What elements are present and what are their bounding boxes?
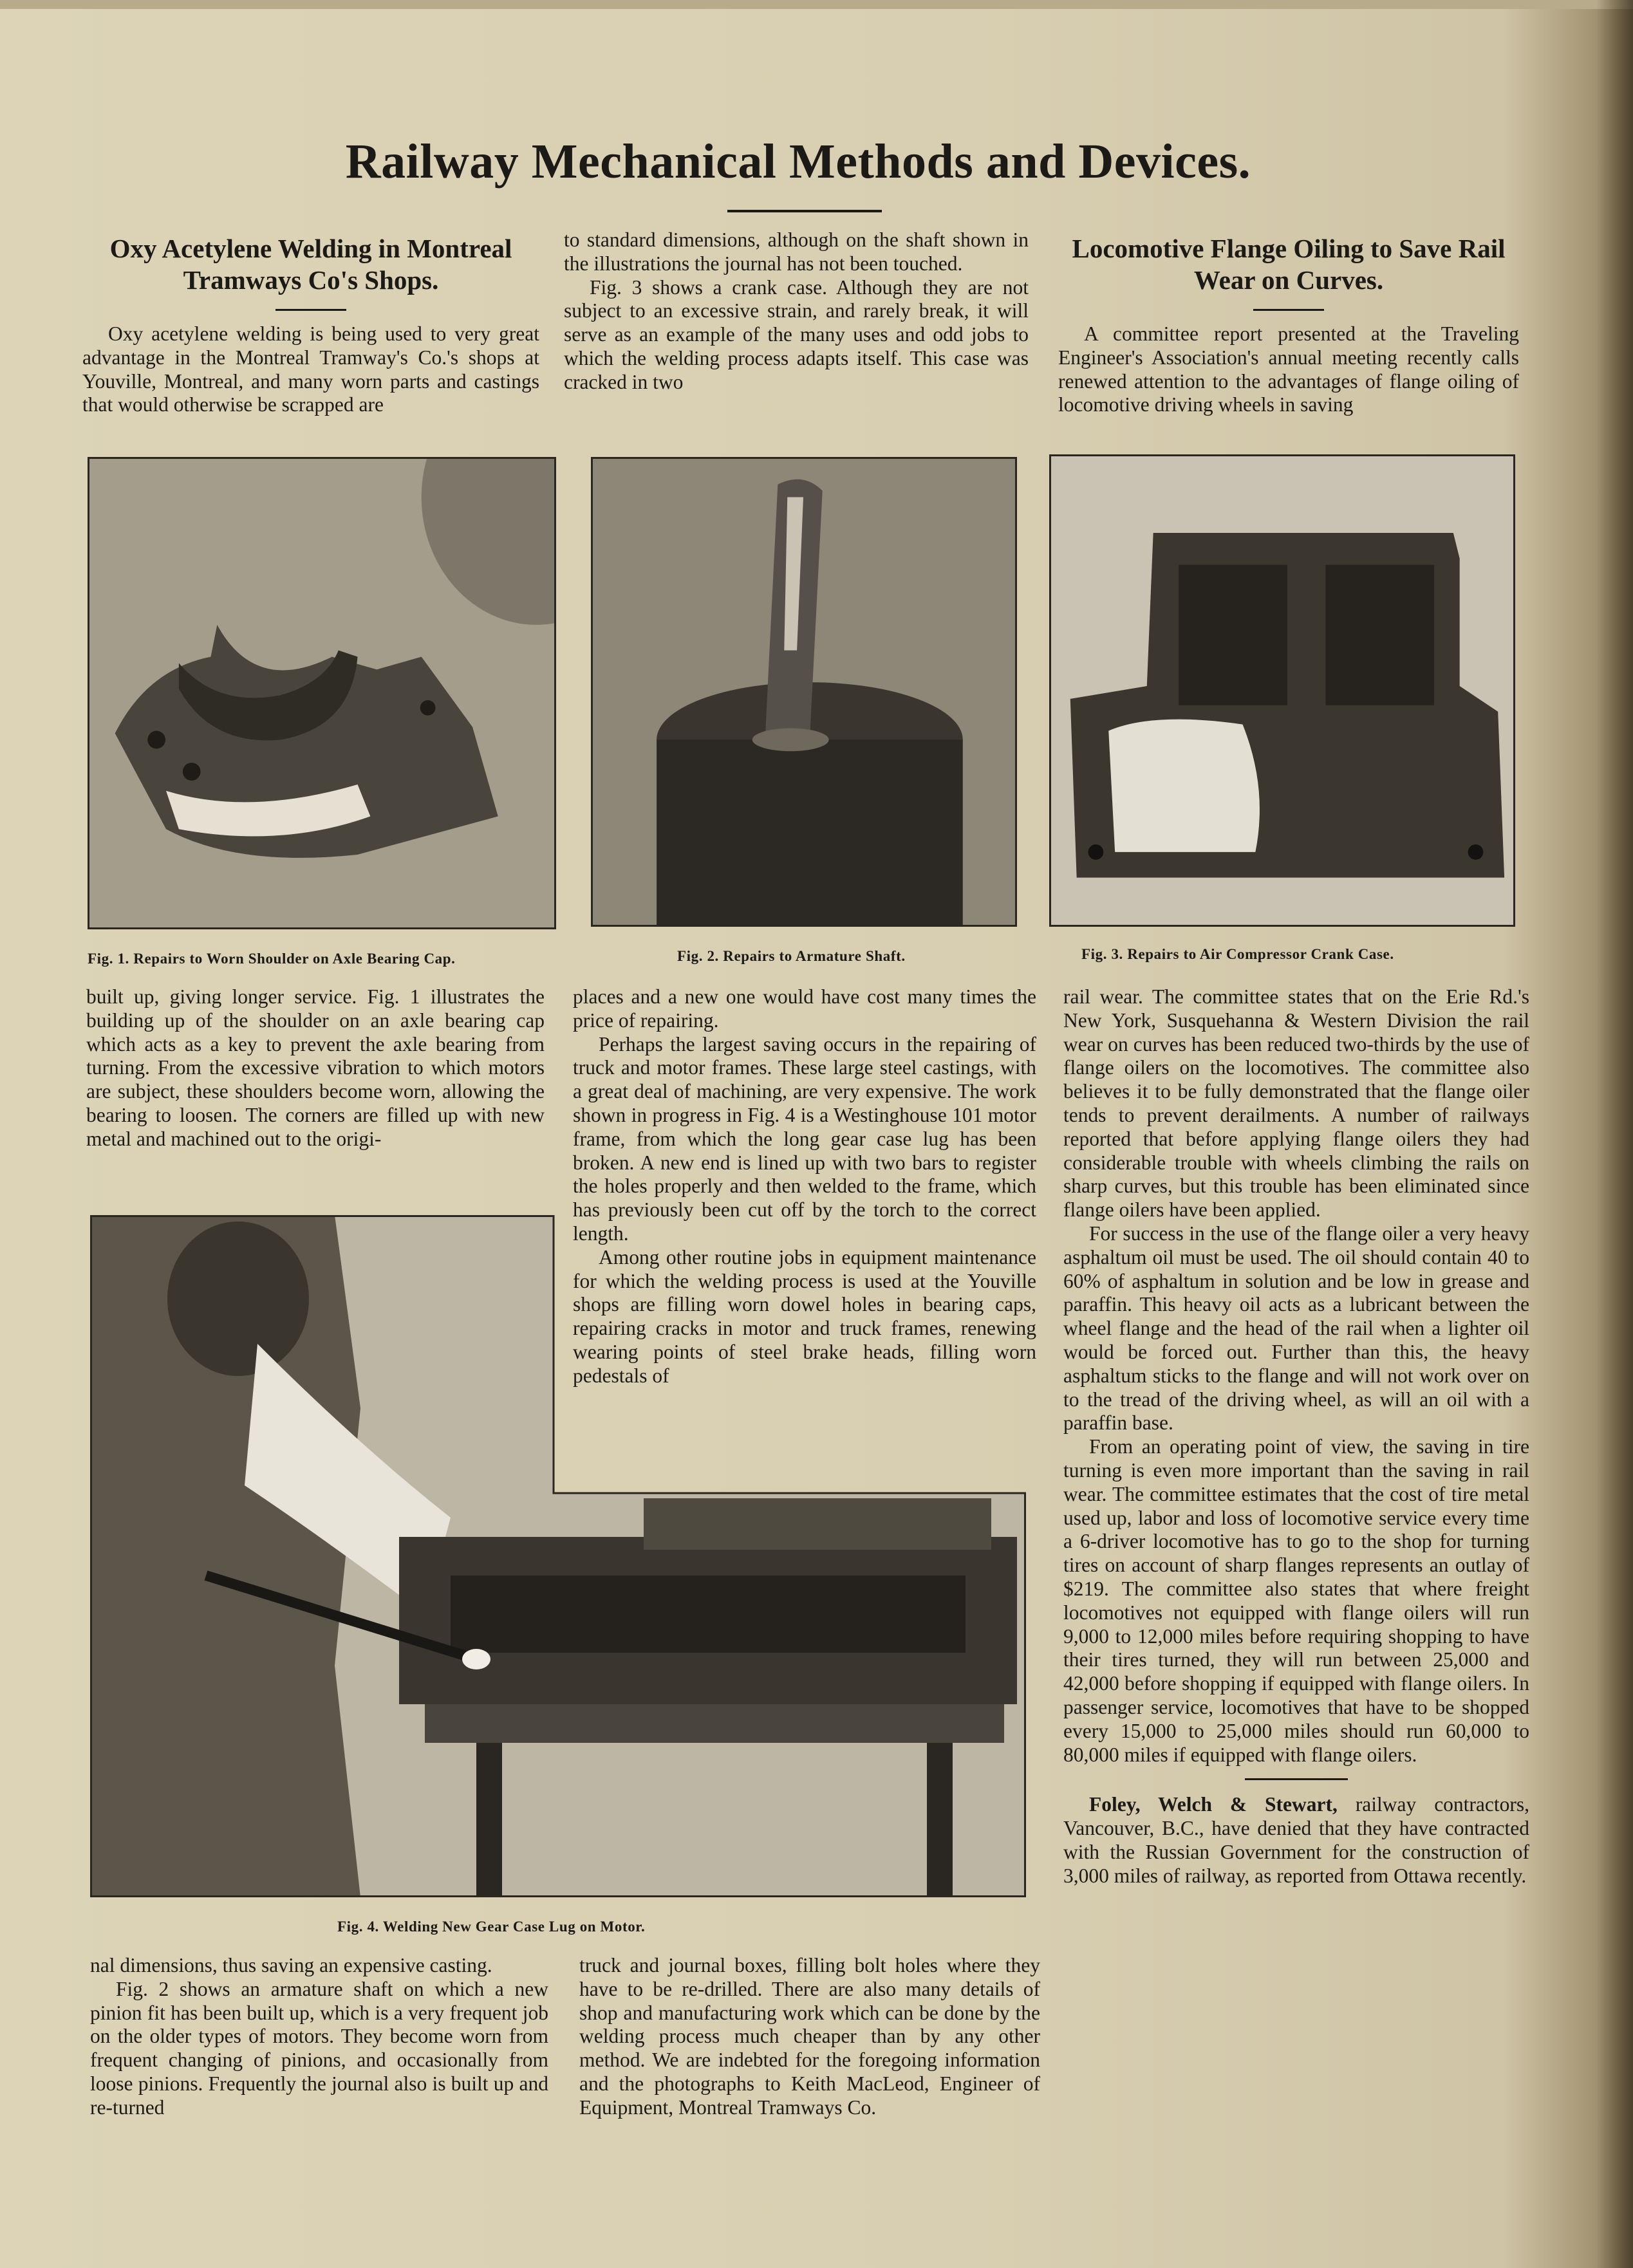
article1-paragraph: truck and journal boxes, filling bolt holes where they have to be re-drilled. There are also many details of shop and manufacturing work which can be done by the welding process much cheaper than by any other method. We are indebted for the foregoing information and the photographs to Keith MacLeod, Engineer of Equipment, Montreal Tramways Co. <box>579 1954 1040 2119</box>
article1-paragraph: Among other routine jobs in equipment maintenance for which the welding process is used at the Youville shops are filling worn dowel holes in bearing caps, repairing cracks in motor and truck frames, renewing wearing points of steel brake heads, filling worn pedestals of <box>573 1245 1036 1387</box>
article1-column2-top <box>564 228 1029 395</box>
article1-column2-bottom <box>579 1954 1040 2120</box>
article1-paragraph: places and a new one would have cost many times the price of repairing. <box>573 985 1036 1032</box>
title-divider <box>727 210 882 212</box>
article1-heading: Oxy Acetylene Welding in Montreal Tramways Co's Shops. <box>109 234 512 295</box>
article2-paragraph: rail wear. The committee states that on the Erie Rd.'s New York, Susquehanna & Western Division the rail wear on curves has been reduced two-thirds by the use of flange oilers on the locomotives. The committee also believes it to be fully demonstrated that the flange oiler tends to prevent derailments. A number of railways reported that before applying flange oilers they had considerable trouble with wheels climbing the rails on sharp curves, but this trouble has been eliminated since flange oilers have been applied. <box>1063 985 1529 1222</box>
article1-column1-middle <box>86 985 545 1151</box>
figure-3-caption: Fig. 3. Repairs to Air Compressor Crank Case. <box>1081 946 1394 962</box>
article1-paragraph: built up, giving longer service. Fig. 1 illustrates the building up of the shoulder on an axle bearing cap which acts as a key to prevent the axle bearing from turning. From the excessive vibration to which motors are subject, these shoulders become worn, allowing the bearing to loosen. The corners are filled up with new metal and machined out to the origi- <box>86 985 545 1150</box>
article1-paragraph: Fig. 3 shows a crank case. Although they are not subject to an excessive strain, and rarely break, it will serve as an example of the many uses and odd jobs to which the welding process adapts itself. This case was cracked in two <box>564 275 1029 393</box>
note-divider <box>1245 1778 1348 1780</box>
article2-column <box>1063 985 1529 1888</box>
binding-shadow <box>1596 0 1633 2268</box>
article2-paragraph: For success in the use of the flange oiler a very heavy asphaltum oil must be used. The oil should contain 40 to 60% of asphaltum in solution and be low in grease and paraffin. This heavy oil acts as a lubricant between the wheel flange and the head of the rail when a lighter oil would be forced out. Further than this, the heavy asphaltum sticks to the flange and will not work over on to the tread of the driving wheel, as will an oil with a paraffin base. <box>1063 1222 1529 1435</box>
figure-1-caption: Fig. 1. Repairs to Worn Shoulder on Axle Bearing Cap. <box>88 951 456 967</box>
article1-heading-rule <box>275 309 346 311</box>
top-edge-rule <box>0 0 1633 9</box>
figure-2-caption: Fig. 2. Repairs to Armature Shaft. <box>677 948 906 964</box>
article1-paragraph: nal dimensions, thus saving an expensive casting. <box>90 1954 492 1976</box>
article1-paragraph: to standard dimensions, although on the shaft shown in the illustrations the journal has not been touched. <box>564 228 1029 275</box>
figure-4-photo <box>90 1215 1026 1897</box>
article1-intro-column <box>82 233 539 417</box>
news-note-text: railway contractors, Vancouver, B.C., have denied that they have contracted with the Russian Government for the construction of 3,000 miles of railway, as reported from Ottawa recently. <box>1063 1793 1529 1887</box>
figure-4-caption: Fig. 4. Welding New Gear Case Lug on Motor. <box>337 1919 646 1935</box>
article2-paragraph: A committee report presented at the Traveling Engineer's Association's annual meeting recently calls renewed attention to the advantages of flange oiling of locomotive driving wheels in saving <box>1058 322 1519 416</box>
article2-intro-column <box>1058 233 1519 417</box>
figure-3-photo <box>1049 454 1515 927</box>
article1-paragraph: Perhaps the largest saving occurs in the repairing of truck and motor frames. These large steel castings, with a great deal of machining, are very expensive. The work shown in progress in Fig. 4 is a Westinghouse 101 motor frame, from which the long gear case lug has been broken. A new end is lined up with two bars to register the holes properly and then welded to the frame, which has previously been cut off by the torch to the correct length. <box>573 1032 1036 1245</box>
page-title: Railway Mechanical Methods and Devices. <box>345 135 1251 189</box>
article2-heading: Locomotive Flange Oiling to Save Rail Wear on Curves. <box>1072 234 1506 295</box>
figure-1-photo <box>88 457 556 929</box>
news-note-name: Foley, Welch & Stewart, <box>1089 1793 1338 1816</box>
news-note <box>1063 1793 1529 1888</box>
article2-paragraph: From an operating point of view, the saving in tire turning is even more important than the saving in rail wear. The committee estimates that the cost of tire metal used up, labor and loss of locomotive service every time a 6-driver locomotive has to go to the shop for turning tires on account of sharp flanges represents an outlay of $219. The committee also states that where freight locomotives not equipped with flange oilers will run 9,000 to 12,000 miles before requiring shopping to have their tires turned, they will run between 25,000 and 42,000 before shopping if equipped with flange oilers. In passenger service, locomotives that have to be shopped every 15,000 to 25,000 miles should run 60,000 to 80,000 miles if equipped with flange oilers. <box>1063 1435 1529 1766</box>
article1-paragraph: Fig. 2 shows an armature shaft on which a new pinion fit has been built up, which is a very frequent job on the older types of motors. They become worn from frequent changing of pinions, and occasionally from loose pinions. Frequently the journal also is built up and re-turned <box>90 1977 548 2119</box>
article2-heading-rule <box>1253 309 1324 311</box>
article1-column1-bottom <box>90 1954 548 2120</box>
article1-paragraph: Oxy acetylene welding is being used to very great advantage in the Montreal Tramway's Co.'s shops at Youville, Montreal, and many worn parts and castings that would otherwise be scrapped are <box>82 322 539 416</box>
figure-2-photo <box>591 457 1017 927</box>
